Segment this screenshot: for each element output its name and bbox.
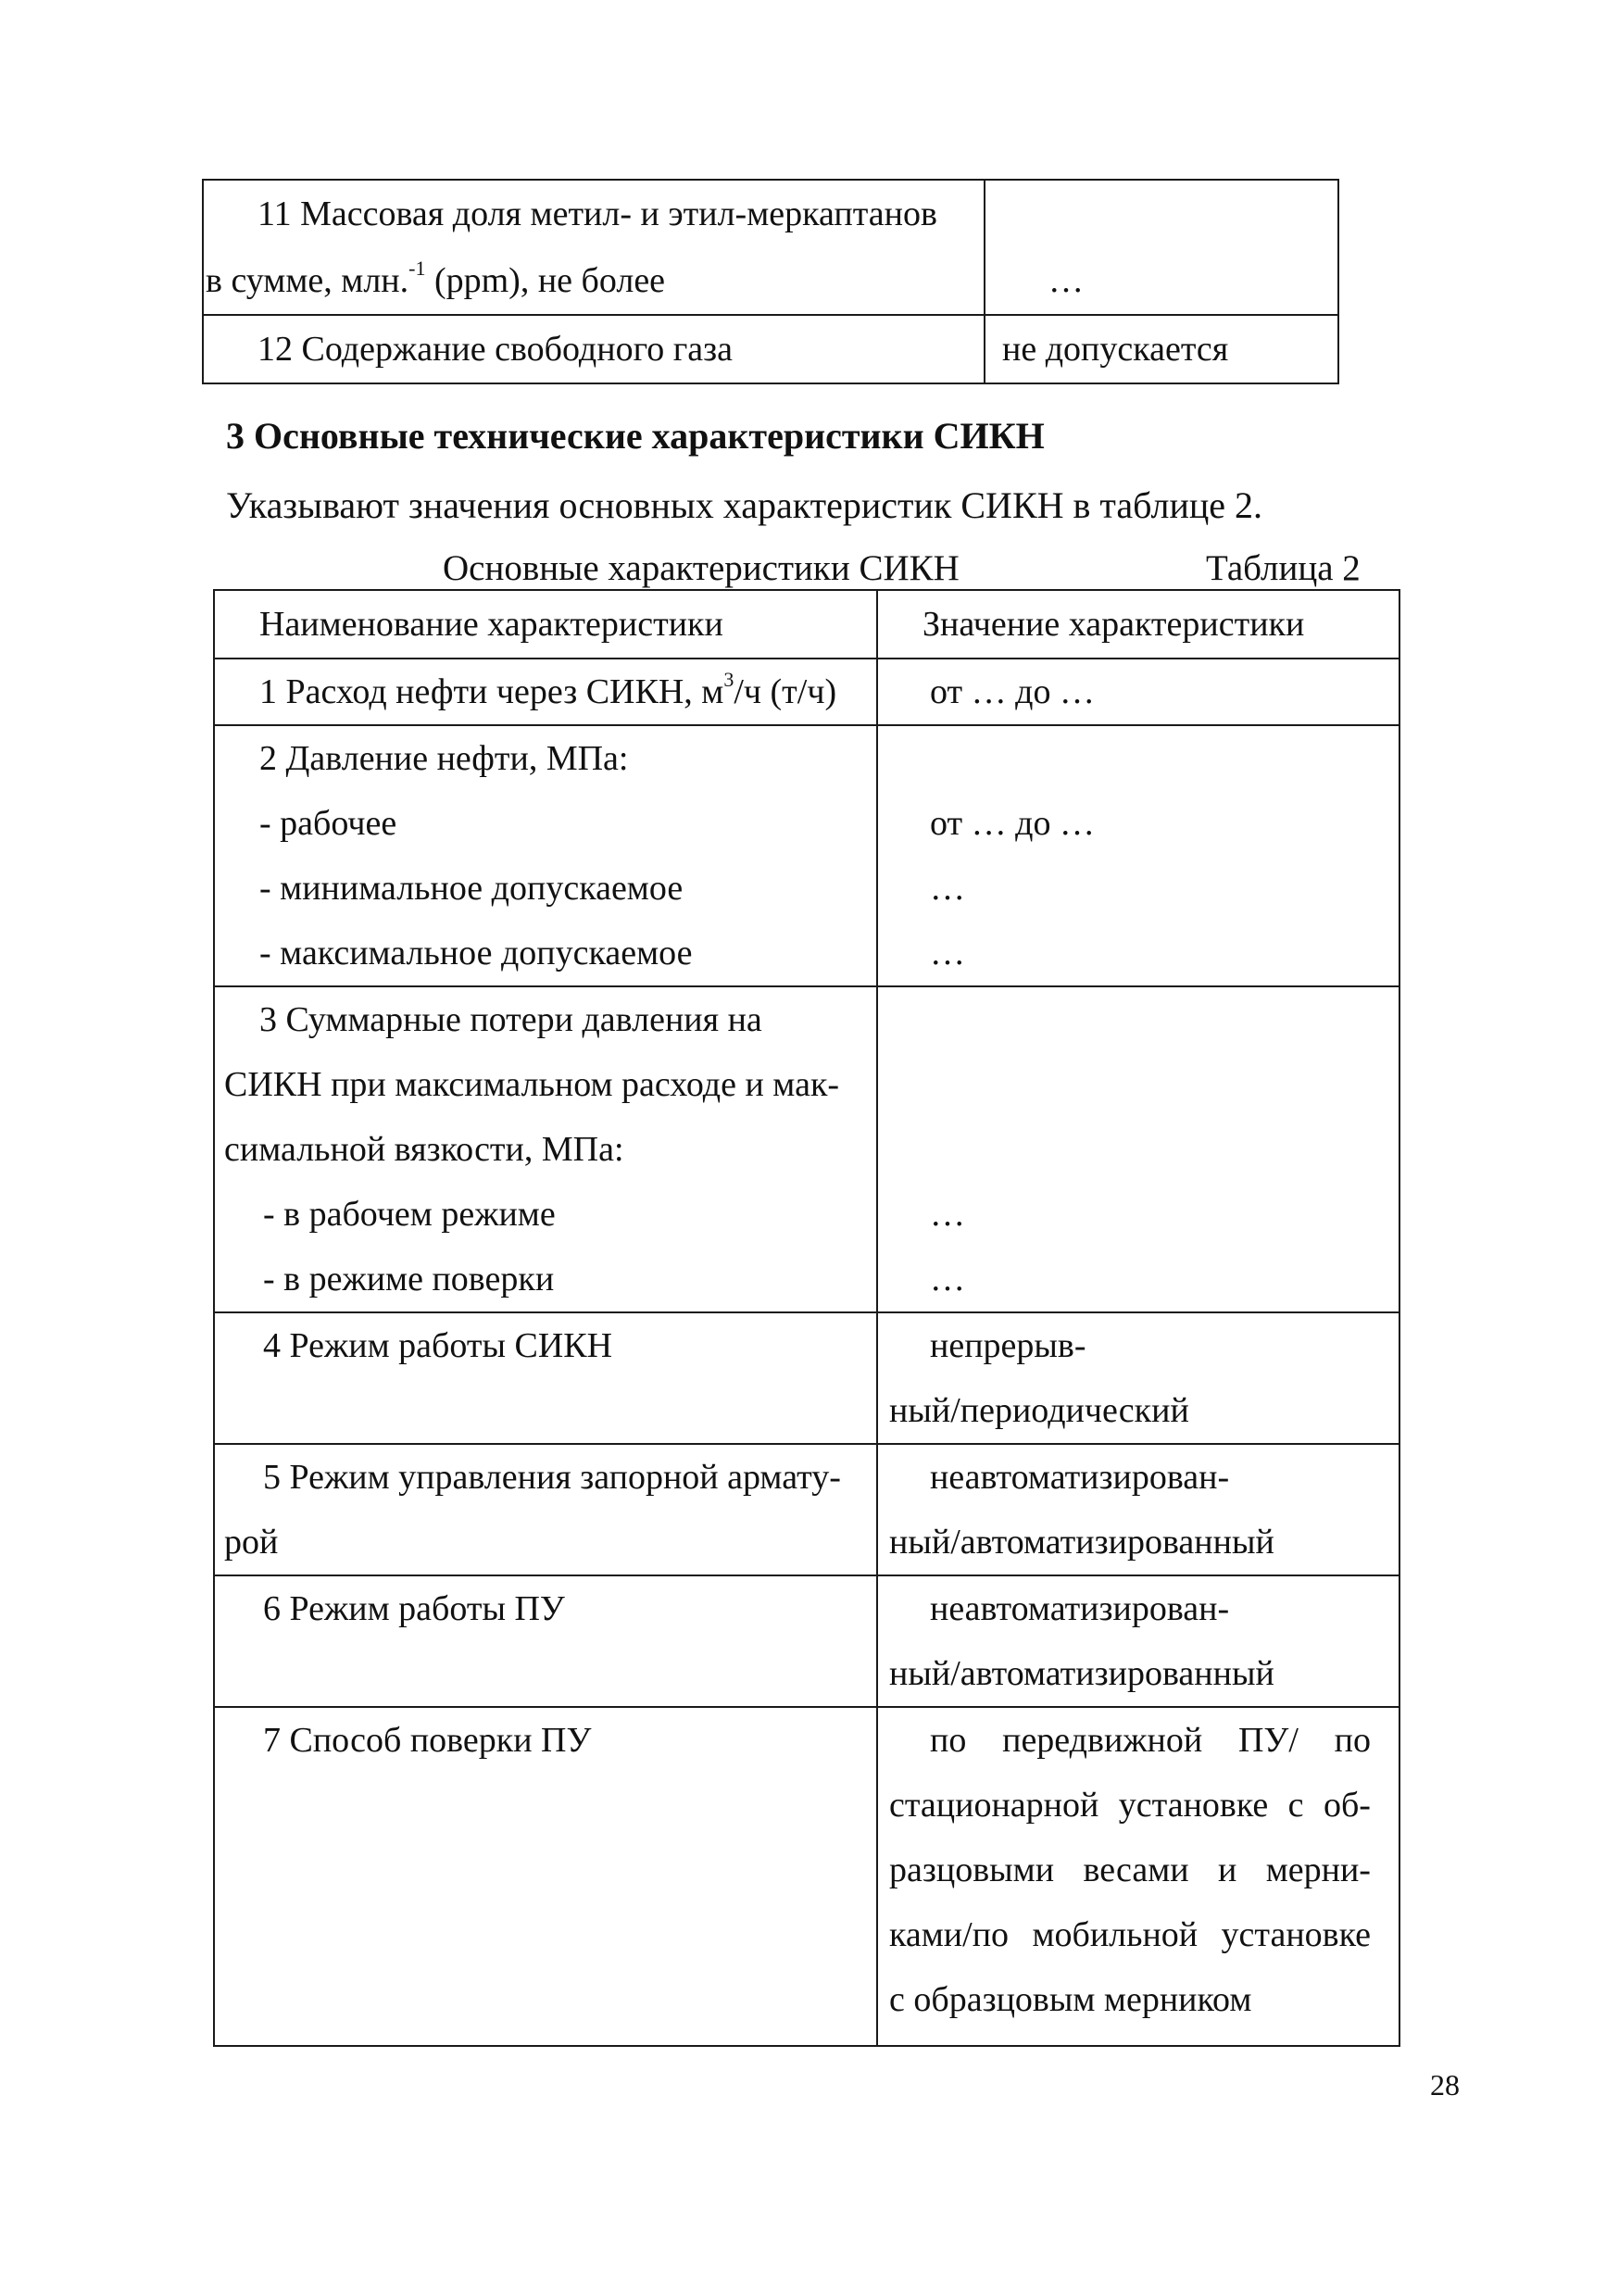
table-row — [203, 315, 1338, 383]
row-item-value: … — [930, 934, 965, 972]
table-cell — [877, 1444, 1399, 1575]
row-value-line: неавтоматизирован- — [930, 1589, 1230, 1628]
row-name-text: (ppm), не более — [425, 261, 666, 300]
row-value-line: непрерыв- — [930, 1326, 1086, 1365]
table-header-row — [214, 590, 1399, 659]
table-row — [214, 1575, 1399, 1707]
table-header-cell — [214, 590, 877, 659]
row-name-line: симальной вязкости, МПа: — [224, 1130, 624, 1169]
table-cell — [214, 1444, 877, 1575]
page-number: 28 — [1430, 2068, 1460, 2102]
row-name-line — [204, 247, 984, 314]
section-intro: Указывают значения основных характеристик СИКН в таблице 2. — [226, 484, 1263, 526]
table-row — [214, 986, 1399, 1312]
table-cell — [877, 659, 1399, 725]
table-row — [214, 1444, 1399, 1575]
table-row — [214, 659, 1399, 725]
table-cell — [985, 315, 1338, 383]
table-number: Таблица 2 — [1206, 548, 1361, 588]
row-name-line: рой — [224, 1523, 279, 1562]
table-cell — [214, 659, 877, 725]
row-value-line: неавтоматизирован- — [930, 1458, 1230, 1497]
table-row — [214, 725, 1399, 986]
row-name-text: в сумме, млн. — [206, 261, 409, 300]
row-value-line: ками/по мобильной установке — [889, 1915, 1371, 1954]
row-item-label: - максимальное допускаемое — [259, 934, 693, 972]
row-item-label: - минимальное допускаемое — [259, 869, 684, 908]
row-value-line: ный/периодический — [889, 1391, 1189, 1430]
row-item-value: … — [930, 869, 965, 908]
table-cell — [877, 1707, 1399, 2046]
row-name: 6 Режим работы ПУ — [263, 1589, 565, 1628]
table-cell — [214, 725, 877, 986]
row-name-line: 5 Режим управления запорной армату- — [263, 1458, 841, 1497]
table-cell — [214, 1312, 877, 1444]
table-cell — [203, 315, 985, 383]
table-cell — [203, 180, 985, 315]
characteristics-table — [213, 589, 1400, 2047]
table-row — [214, 1707, 1399, 2046]
continuation-table — [202, 179, 1339, 384]
row-name: 1 Расход нефти через СИКН, $м^3/ч$ (т/ч) — [259, 668, 837, 711]
row-value-line: ный/автоматизированный — [889, 1654, 1274, 1693]
superscript: 3 — [723, 668, 734, 692]
row-item-label: - в режиме поверки — [263, 1260, 555, 1299]
row-item-label: - рабочее — [259, 804, 397, 843]
section-heading: 3 Основные технические характеристики СИКН — [226, 415, 1045, 457]
row-name: 7 Способ поверки ПУ — [263, 1721, 592, 1760]
table-cell — [877, 1575, 1399, 1707]
table-cell — [214, 986, 877, 1312]
row-item-value: … — [930, 1260, 965, 1299]
row-value-line: разцовыми весами и мерни- — [889, 1851, 1371, 1889]
superscript: -1 — [408, 257, 426, 281]
row-name: 2 Давление нефти, МПа: — [259, 739, 629, 778]
row-item-value: от … до … — [930, 804, 1095, 843]
table-cell — [877, 725, 1399, 986]
row-name-line: СИКН при максимальном расходе и мак- — [224, 1065, 840, 1104]
row-value-line: с образцовым мерником — [889, 1980, 1252, 2019]
row-name: 4 Режим работы СИКН — [263, 1326, 613, 1365]
table-row — [203, 180, 1338, 315]
row-item-value: … — [930, 1195, 965, 1234]
row-name-line: 11 Массовая доля метил- и этил-меркаптанов — [257, 194, 937, 233]
row-item-label: - в рабочем режиме — [263, 1195, 556, 1234]
table-cell — [214, 1575, 877, 1707]
row-value: … — [1048, 261, 1084, 300]
row-name: 12 Содержание свободного газа — [257, 330, 734, 369]
row-name-line: 3 Суммарные потери давления на — [259, 1000, 762, 1039]
table-header-cell — [877, 590, 1399, 659]
table-cell — [985, 180, 1338, 315]
table-cell — [877, 1312, 1399, 1444]
table-caption: Основные характеристики СИКН — [443, 548, 960, 588]
header-value: Значение характеристики — [922, 605, 1305, 644]
row-value: от … до … — [930, 672, 1095, 711]
row-value: не допускается — [1002, 330, 1229, 369]
table-cell — [877, 986, 1399, 1312]
row-value-line: стационарной установке с об- — [889, 1786, 1371, 1825]
table-row — [214, 1312, 1399, 1444]
header-name: Наименование характеристики — [259, 605, 723, 644]
row-value-line: ный/автоматизированный — [889, 1523, 1274, 1562]
row-value-line: по передвижной ПУ/ по — [930, 1721, 1371, 1760]
table-cell — [214, 1707, 877, 2046]
